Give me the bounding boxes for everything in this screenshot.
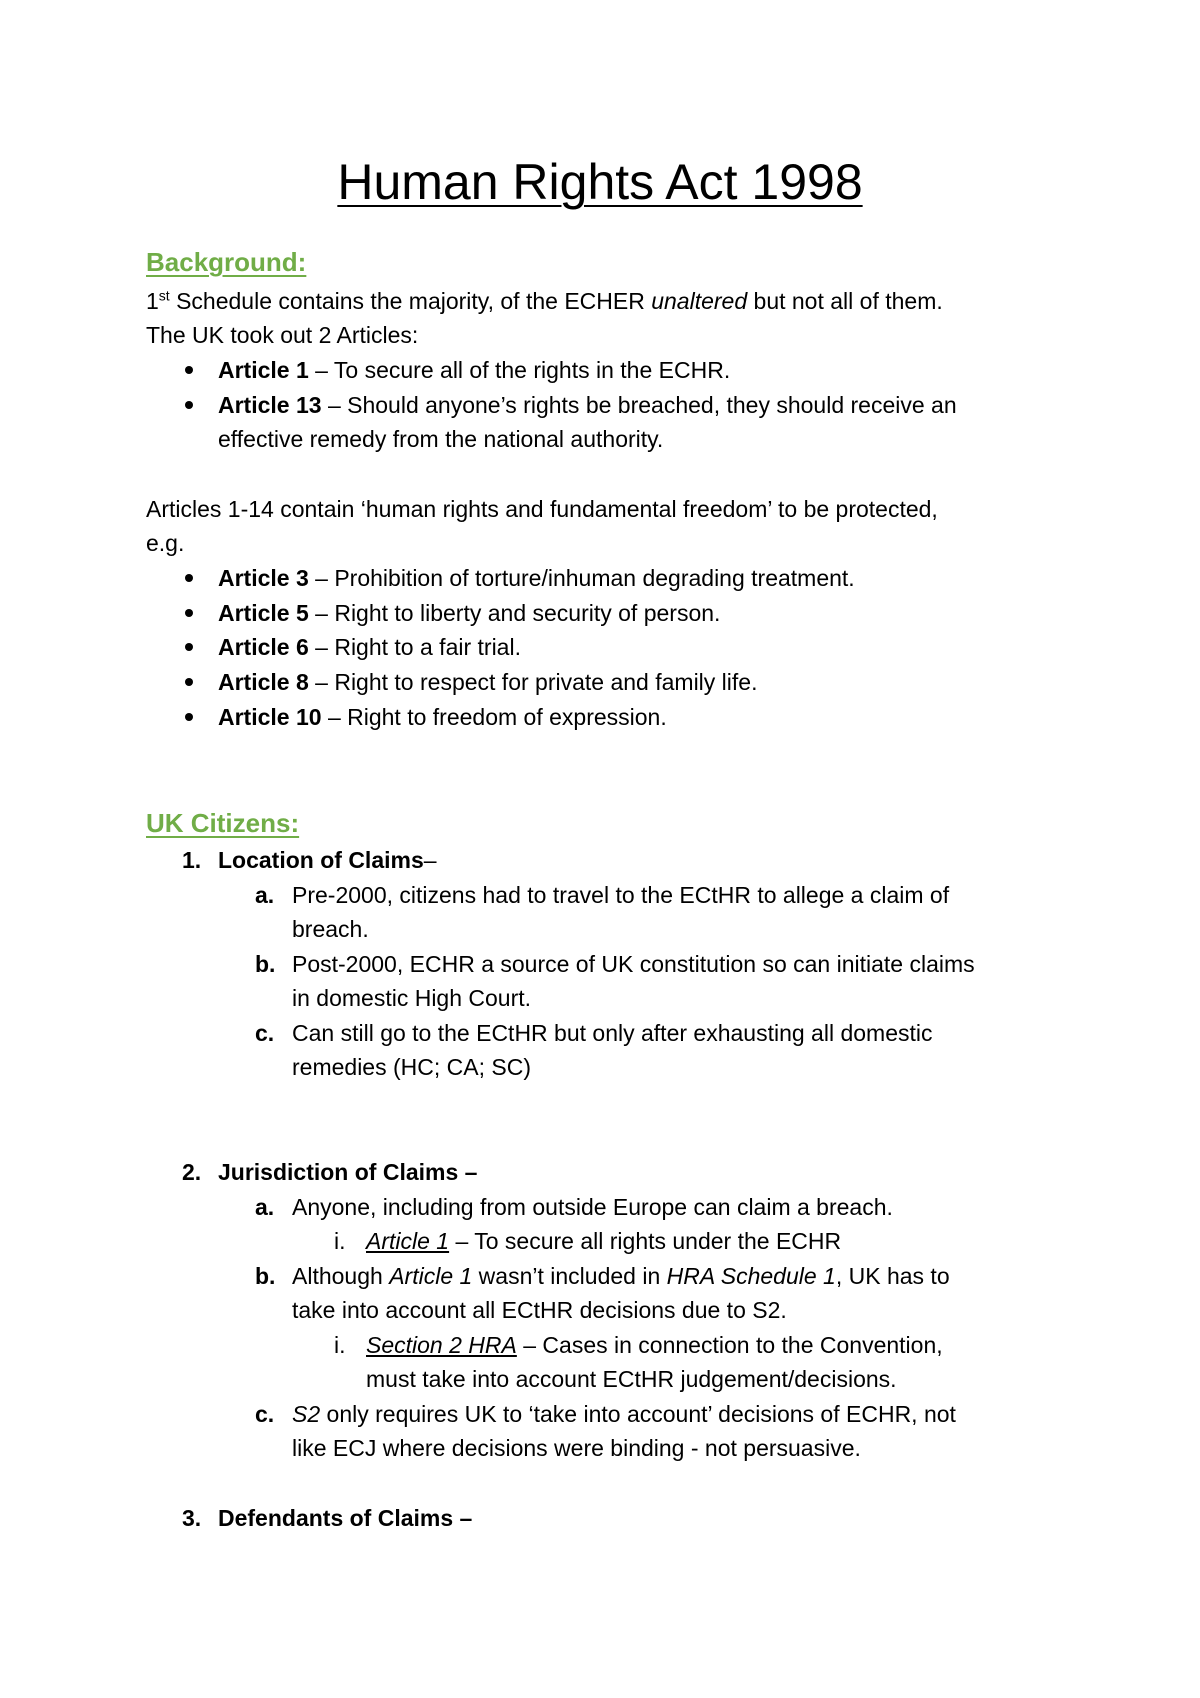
protected-article-3: [218, 563, 855, 593]
list-letter: b.: [255, 951, 276, 977]
location-b-line-1: Post-2000, ECHR a source of UK constitution so can initiate claims: [292, 951, 975, 977]
protected-article-6: [218, 632, 521, 662]
jurisdiction-b-line-2: take into account all ECtHR decisions due to S2.: [292, 1297, 787, 1323]
article-text: – Right to respect for private and family life.: [308, 669, 758, 695]
jurisdiction-b-i-line-1: [366, 1330, 943, 1360]
list-number: 2.: [182, 1159, 202, 1185]
uk-citizens-heading: UK Citizens:: [146, 808, 300, 838]
jurisdiction-of-claims-title: Jurisdiction of Claims –: [218, 1159, 478, 1185]
list-letter: a.: [255, 1194, 275, 1220]
article-label: Article 5: [218, 600, 309, 626]
location-c-line-1: Can still go to the ECtHR but only after exhausting all domestic: [292, 1020, 933, 1046]
list-letter: c.: [255, 1020, 275, 1046]
schedule-line: [146, 286, 943, 316]
article-label: Article 10: [218, 704, 322, 730]
list-roman: i.: [334, 1228, 346, 1254]
defendants-of-claims-title: Defendants of Claims –: [218, 1505, 473, 1531]
page-title: Human Rights Act 1998: [337, 154, 863, 210]
list-letter: a.: [255, 882, 275, 908]
section-title: Location of Claims: [218, 847, 424, 873]
list-number: 3.: [182, 1505, 202, 1531]
article-text: – Right to freedom of expression.: [321, 704, 667, 730]
list-roman: i.: [334, 1332, 346, 1358]
location-of-claims-title: [218, 845, 437, 875]
reference-text: – To secure all rights under the ECHR: [449, 1228, 842, 1254]
italic-s2: S2: [292, 1401, 321, 1427]
bullet-icon: [185, 713, 193, 721]
italic-hra-schedule-1: HRA Schedule 1: [666, 1263, 836, 1289]
protected-article-10: [218, 702, 667, 732]
removed-article-13-continued: effective remedy from the national authority.: [218, 426, 664, 452]
reference-text: – Cases in connection to the Convention,: [516, 1332, 943, 1358]
list-number: 1.: [182, 847, 202, 873]
removed-article-1: [218, 355, 730, 385]
section-dash: –: [423, 847, 437, 873]
jurisdiction-b-i-line-2: must take into account ECtHR judgement/decisions.: [366, 1366, 897, 1392]
list-letter: b.: [255, 1263, 276, 1289]
took-out-line: The UK took out 2 Articles:: [146, 322, 419, 348]
schedule-number: 1: [146, 288, 159, 314]
jurisdiction-c-line-1: [292, 1399, 956, 1429]
schedule-text-start: Schedule contains the majority, of the ECHER: [169, 288, 652, 314]
italic-article-1: Article 1: [389, 1263, 473, 1289]
schedule-text-end: but not all of them.: [747, 288, 943, 314]
article-text: – To secure all of the rights in the ECHR.: [308, 357, 731, 383]
removed-article-13: [218, 390, 957, 420]
article-label: Article 13: [218, 392, 322, 418]
bullet-icon: [185, 401, 193, 409]
text-part: wasn’t included in: [472, 1263, 667, 1289]
jurisdiction-a-i: [366, 1226, 841, 1256]
protected-article-5: [218, 598, 720, 628]
articles-intro: Articles 1-14 contain ‘human rights and fundamental freedom’ to be protected,: [146, 496, 938, 522]
article-1-reference: Article 1: [366, 1228, 450, 1254]
article-label: Article 3: [218, 565, 309, 591]
background-heading: Background:: [146, 247, 307, 277]
location-a-line-2: breach.: [292, 916, 369, 942]
jurisdiction-a-line-1: Anyone, including from outside Europe can claim a breach.: [292, 1194, 893, 1220]
jurisdiction-c-line-2: like ECJ where decisions were binding - not persuasive.: [292, 1435, 861, 1461]
article-label: Article 8: [218, 669, 309, 695]
section-2-hra-reference: Section 2 HRA: [366, 1332, 517, 1358]
article-text: – Right to liberty and security of person.: [308, 600, 721, 626]
text-part: Although: [292, 1263, 390, 1289]
bullet-icon: [185, 574, 193, 582]
article-text: – Prohibition of torture/inhuman degrading treatment.: [308, 565, 855, 591]
bullet-icon: [185, 609, 193, 617]
list-letter: c.: [255, 1401, 275, 1427]
article-text: – Should anyone’s rights be breached, they should receive an: [321, 392, 957, 418]
schedule-unaltered: unaltered: [651, 288, 748, 314]
article-label: Article 1: [218, 357, 309, 383]
location-b-line-2: in domestic High Court.: [292, 985, 532, 1011]
protected-article-8: [218, 667, 757, 697]
location-a-line-1: Pre-2000, citizens had to travel to the ECtHR to allege a claim of: [292, 882, 950, 908]
jurisdiction-b-line-1: [292, 1261, 950, 1291]
schedule-ordinal: st: [158, 287, 170, 304]
article-label: Article 6: [218, 634, 309, 660]
text-part: only requires UK to ‘take into account’ decisions of ECHR, not: [320, 1401, 956, 1427]
bullet-icon: [185, 678, 193, 686]
bullet-icon: [185, 643, 193, 651]
article-text: – Right to a fair trial.: [308, 634, 521, 660]
text-part: , UK has to: [835, 1263, 950, 1289]
bullet-icon: [185, 366, 193, 374]
location-c-line-2: remedies (HC; CA; SC): [292, 1054, 531, 1080]
eg-line: e.g.: [146, 530, 185, 556]
